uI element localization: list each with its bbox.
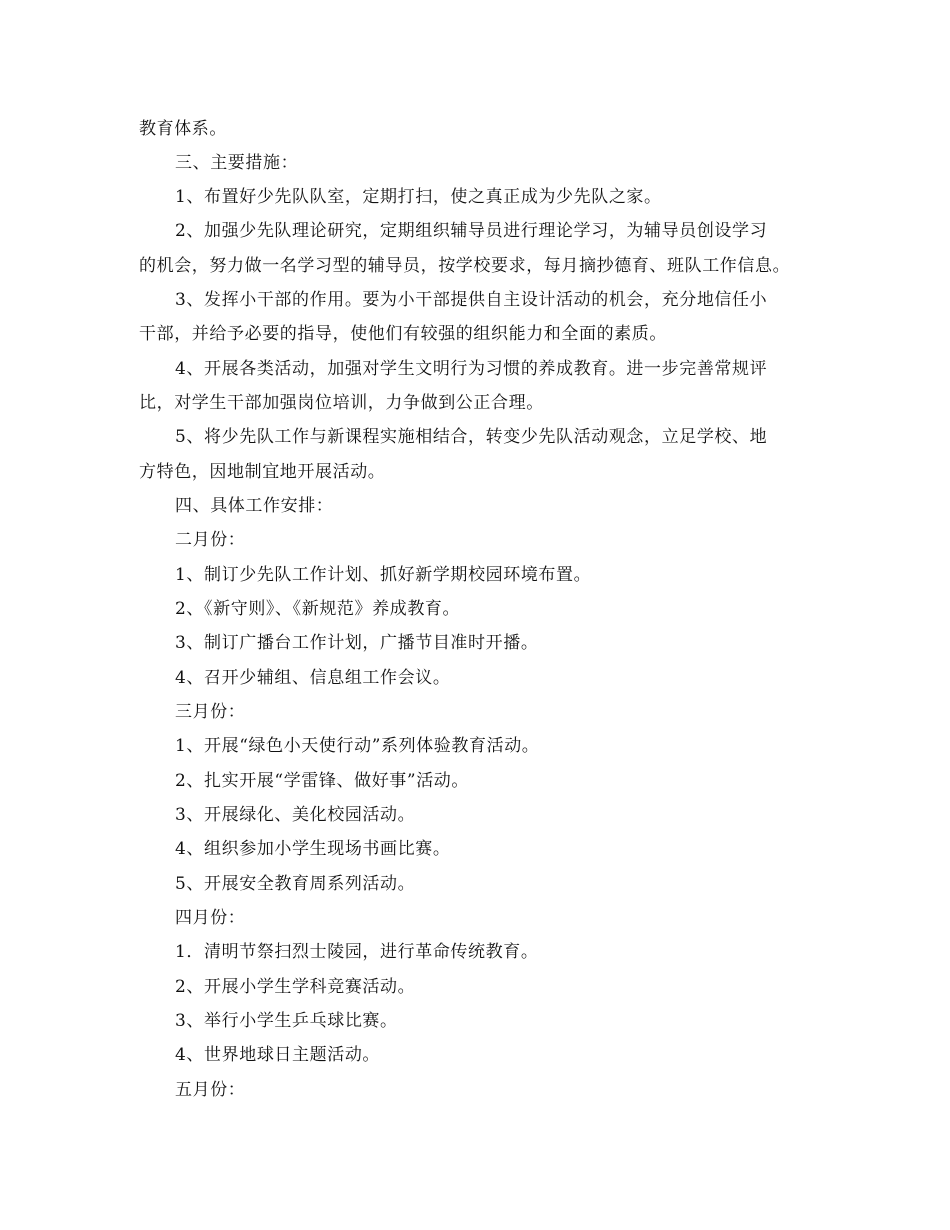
text-line: 3、发挥小干部的作用。要为小干部提供自主设计活动的机会，充分地信任小	[175, 290, 768, 310]
text-line: 方特色，因地制宜地开展活动。	[139, 462, 386, 482]
text-line: 干部，并给予必要的指导，使他们有较强的组织能力和全面的素质。	[139, 324, 667, 344]
list-item: 2、开展小学生学科竞赛活动。	[175, 977, 416, 997]
text-line: 教育体系。	[139, 119, 227, 139]
list-item: 4、召开少辅组、信息组工作会议。	[175, 668, 451, 688]
text-line: 1、布置好少先队队室，定期打扫，使之真正成为少先队之家。	[175, 187, 662, 207]
list-item: 5、开展安全教育周系列活动。	[175, 874, 416, 894]
text-line: 2、加强少先队理论研究，定期组织辅导员进行理论学习，为辅导员创设学习	[175, 221, 768, 241]
month-heading: 二月份：	[175, 530, 246, 550]
list-item: 2、扎实开展“学雷锋、做好事”活动。	[175, 771, 469, 791]
text-line: 的机会，努力做一名学习型的辅导员，按学校要求，每月摘抄德育、班队工作信息。	[139, 256, 791, 276]
list-item: 3、举行小学生乒乓球比赛。	[175, 1011, 398, 1031]
section-heading: 三、主要措施：	[175, 153, 299, 173]
list-item: 1．清明节祭扫烈士陵园，进行革命传统教育。	[175, 942, 539, 962]
text-line: 比，对学生干部加强岗位培训，力争做到公正合理。	[139, 393, 544, 413]
month-heading: 四月份：	[175, 908, 246, 928]
list-item: 3、制订广播台工作计划，广播节目准时开播。	[175, 633, 539, 653]
section-heading: 四、具体工作安排：	[175, 496, 334, 516]
list-item: 1、开展“绿色小天使行动”系列体验教育活动。	[175, 736, 540, 756]
text-line: 4、开展各类活动，加强对学生文明行为习惯的养成教育。进一步完善常规评	[175, 359, 768, 379]
list-item: 2、《新守则》、《新规范》养成教育。	[175, 599, 461, 619]
month-heading: 五月份：	[175, 1080, 246, 1100]
list-item: 1、制订少先队工作计划、抓好新学期校园环境布置。	[175, 565, 592, 585]
list-item: 4、世界地球日主题活动。	[175, 1045, 381, 1065]
list-item: 4、组织参加小学生现场书画比赛。	[175, 839, 451, 859]
list-item: 3、开展绿化、美化校园活动。	[175, 805, 416, 825]
month-heading: 三月份：	[175, 702, 246, 722]
text-line: 5、将少先队工作与新课程实施相结合，转变少先队活动观念，立足学校、地	[175, 427, 768, 447]
